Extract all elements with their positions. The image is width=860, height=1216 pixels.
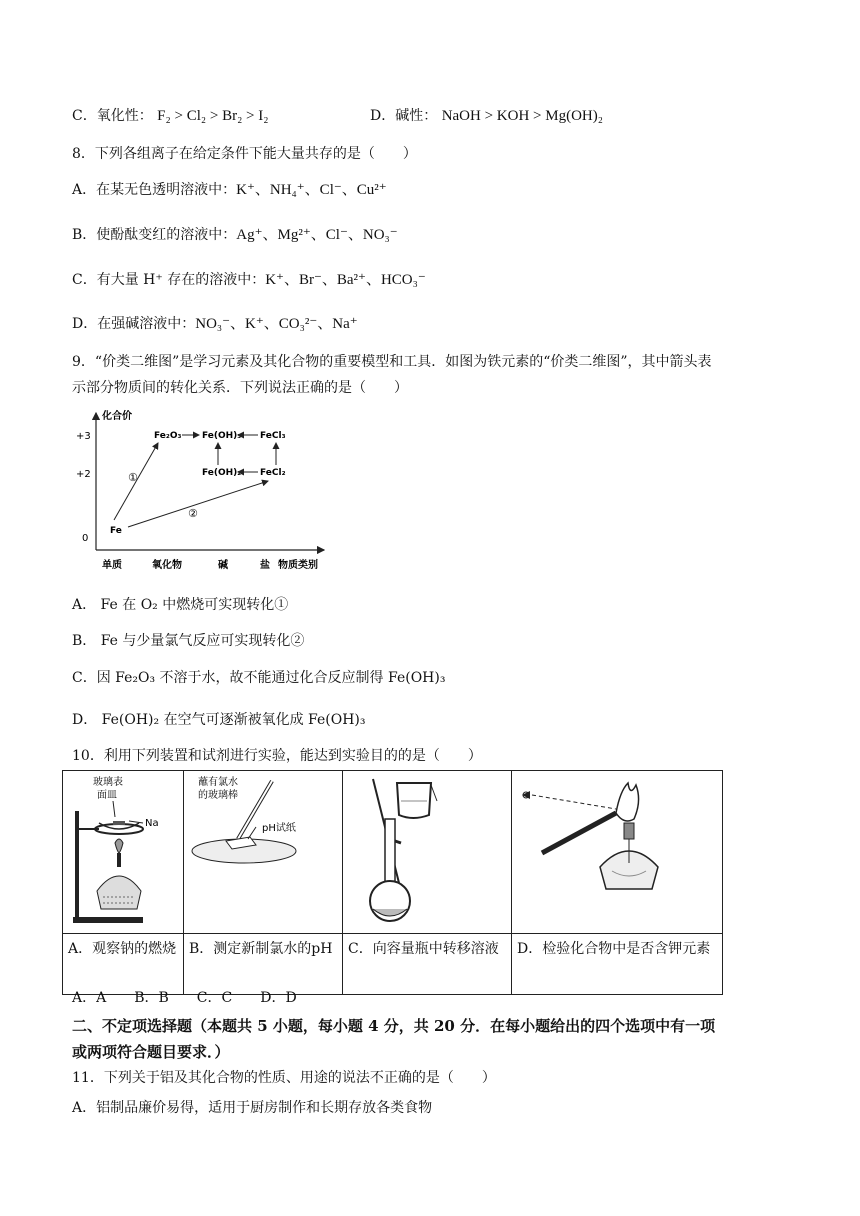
volumetric-flask-apparatus — [343, 771, 511, 929]
apparatus-d-cell — [512, 771, 723, 934]
q9-option-b: B． Fe 与少量氯气反应可实现转化② — [72, 633, 305, 649]
label-rod-2: 的玻璃棒 — [198, 790, 238, 801]
label-rod-1: 蘸有氯水 — [198, 777, 238, 788]
q9-option-c: C．因 Fe₂O₃ 不溶于水，故不能通过化合反应制得 Fe(OH)₃ — [72, 670, 446, 686]
q8-option-d-ions: NO₃⁻、K⁺、CO₃²⁻、Na⁺ — [195, 316, 358, 332]
q9-stem-line2: 示部分物质间的转化关系．下列说法正确的是（ ） — [72, 380, 408, 396]
x-tick-label: 盐 — [260, 560, 270, 571]
species-feoh3: Fe(OH)₃ — [202, 431, 242, 441]
apparatus-a-cell — [63, 771, 184, 934]
apparatus-c-cell — [343, 771, 512, 934]
species-fe: Fe — [110, 526, 122, 536]
x-tick-label: 单质 — [102, 560, 122, 571]
species-fecl3: FeCl₃ — [260, 431, 286, 441]
y-tick-label: 0 — [82, 533, 89, 544]
q7-option-c-formula: F₂ > Cl₂ > Br₂ > I₂ — [157, 108, 269, 124]
label-na: Na — [145, 818, 159, 829]
q8-option-b-label: B．使酚酞变红的溶液中： — [72, 227, 237, 243]
sodium-combustion-apparatus — [63, 771, 183, 929]
x-tick-label: 氧化物 — [152, 560, 182, 571]
platinum-wire — [542, 813, 616, 853]
q8-option-d — [72, 314, 358, 334]
label-watch-glass: 玻璃表 — [93, 777, 123, 788]
label-ph-paper: pH试纸 — [262, 823, 296, 834]
y-tick-label: +2 — [76, 469, 91, 480]
q7-option-d — [370, 106, 603, 126]
species-fecl2: FeCl₂ — [260, 468, 286, 478]
caption-d: D．检验化合物中是否含钾元素 — [512, 934, 723, 995]
species-fe2o3: Fe₂O₃ — [154, 431, 182, 441]
q8-option-c — [72, 270, 426, 290]
flask-neck — [385, 819, 395, 883]
sight-line — [532, 795, 616, 809]
x-tick-label: 物质类别 — [278, 560, 318, 571]
q9-option-a: A． Fe 在 O₂ 中燃烧可实现转化① — [72, 597, 289, 613]
q7-option-c-label: C．氧化性： — [72, 108, 153, 124]
q9-stem-line1: 9．“价类二维图”是学习元素及其化合物的重要模型和工具．如图为铁元素的“价类二维图”，其中箭头表 — [72, 354, 712, 370]
q8-option-c-label: C．有大量 H⁺ 存在的溶液中： — [72, 272, 266, 288]
q11-option-a: A．铝制品廉价易得，适用于厨房制作和长期存放各类食物 — [72, 1100, 433, 1116]
ph-test-apparatus — [184, 771, 342, 929]
alcohol-lamp — [97, 876, 141, 909]
section2-heading-line2: 或两项符合题目要求．） — [72, 1043, 230, 1061]
q8-option-d-label: D．在强碱溶液中： — [72, 316, 196, 332]
label-watch-glass-2: 面皿 — [97, 790, 117, 801]
fe-valence-class-diagram — [72, 405, 332, 575]
q8-option-a-ions: K⁺、NH₄⁺、Cl⁻、Cu²⁺ — [236, 182, 387, 198]
species-feoh2: Fe(OH)₂ — [202, 468, 242, 478]
q8-option-c-ions: K⁺、Br⁻、Ba²⁺、HCO₃⁻ — [265, 272, 426, 288]
caption-a: A．观察钠的燃烧 — [63, 934, 184, 995]
q8-option-a — [72, 180, 387, 200]
q8-option-b-ions: Ag⁺、Mg²⁺、Cl⁻、NO₃⁻ — [236, 227, 398, 243]
caption-c: C．向容量瓶中转移溶液 — [343, 934, 512, 995]
q8-stem: 8．下列各组离子在给定条件下能大量共存的是（ ） — [72, 146, 417, 162]
y-tick-label: +3 — [76, 431, 91, 442]
marker-2: ② — [188, 507, 198, 520]
q11-stem: 11．下列关于铝及其化合物的性质、用途的说法不正确的是（ ） — [72, 1070, 496, 1086]
q10-stem: 10．利用下列装置和试剂进行实验，能达到实验目的的是（ ） — [72, 748, 482, 764]
q10-answer-options: A．A B．B C．C D．D — [72, 990, 297, 1006]
flame-test-apparatus — [512, 771, 722, 929]
stand-base — [73, 917, 143, 923]
y-axis-label: 化合价 — [102, 411, 132, 422]
x-tick-label: 碱 — [218, 560, 228, 571]
flame — [115, 839, 123, 853]
q7-option-c — [72, 106, 268, 126]
stand-rod — [75, 811, 79, 921]
section2-heading-line1: 二、不定项选择题（本题共 5 小题，每小题 4 分，共 20 分．在每小题给出的四个选项中有一项 — [72, 1017, 716, 1035]
flame — [616, 783, 639, 821]
q8-option-b — [72, 225, 398, 245]
apparatus-b-cell — [184, 771, 343, 934]
caption-b: B．测定新制氯水的pH — [184, 934, 343, 995]
arrow-2 — [128, 481, 268, 527]
marker-1: ① — [128, 471, 138, 484]
q7-option-d-formula: NaOH > KOH > Mg(OH)₂ — [441, 108, 603, 124]
q8-option-a-label: A．在某无色透明溶液中： — [72, 182, 237, 198]
q9-option-d: D． Fe(OH)₂ 在空气可逐渐被氧化成 Fe(OH)₃ — [72, 712, 366, 728]
q7-option-d-label: D．碱性： — [370, 108, 438, 124]
apparatus-table — [62, 770, 723, 995]
